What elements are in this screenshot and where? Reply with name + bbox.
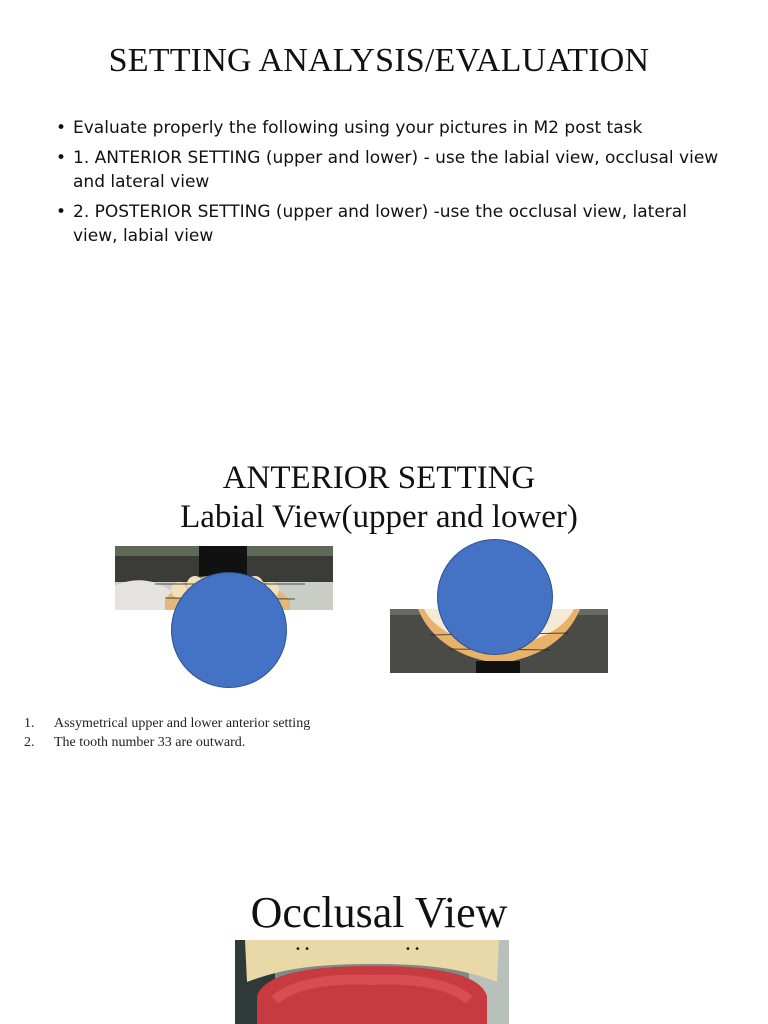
bullet-icon: •	[56, 148, 67, 168]
bullet-icon: •	[56, 202, 67, 222]
observation-item	[24, 733, 310, 752]
observation-text: The tooth number 33 are outward.	[54, 735, 246, 750]
svg-text:• •: • •	[405, 944, 420, 955]
observation-text: Assymetrical upper and lower anterior setting	[54, 716, 311, 731]
bullet-text: Evaluate properly the following using your pictures in M2 post task	[73, 118, 643, 138]
bullet-item	[56, 116, 736, 140]
occlusal-view-title: Occlusal View	[250, 888, 508, 937]
observation-item	[24, 714, 310, 733]
occlusal-photo	[235, 940, 509, 1024]
bullet-item	[56, 200, 736, 248]
lower-redaction-circle	[437, 539, 553, 655]
svg-text:• •: • •	[295, 944, 310, 955]
bullet-text: 2. POSTERIOR SETTING (upper and lower) -use the occlusal view, lateral view, labial view	[73, 202, 687, 246]
slide-title: SETTING ANALYSIS/EVALUATION	[108, 42, 650, 79]
observation-list	[24, 714, 310, 752]
upper-redaction-circle	[171, 572, 287, 688]
bullet-item	[56, 146, 736, 194]
bullet-icon: •	[56, 118, 67, 138]
bullet-text: 1. ANTERIOR SETTING (upper and lower) - use the labial view, occlusal view and lateral view	[73, 148, 719, 192]
observation-number: 1.	[24, 716, 35, 731]
bullet-list	[56, 116, 736, 254]
observation-number: 2.	[24, 735, 35, 750]
section-title: ANTERIOR SETTING	[222, 460, 536, 496]
section-subtitle: Labial View(upper and lower)	[180, 499, 578, 535]
